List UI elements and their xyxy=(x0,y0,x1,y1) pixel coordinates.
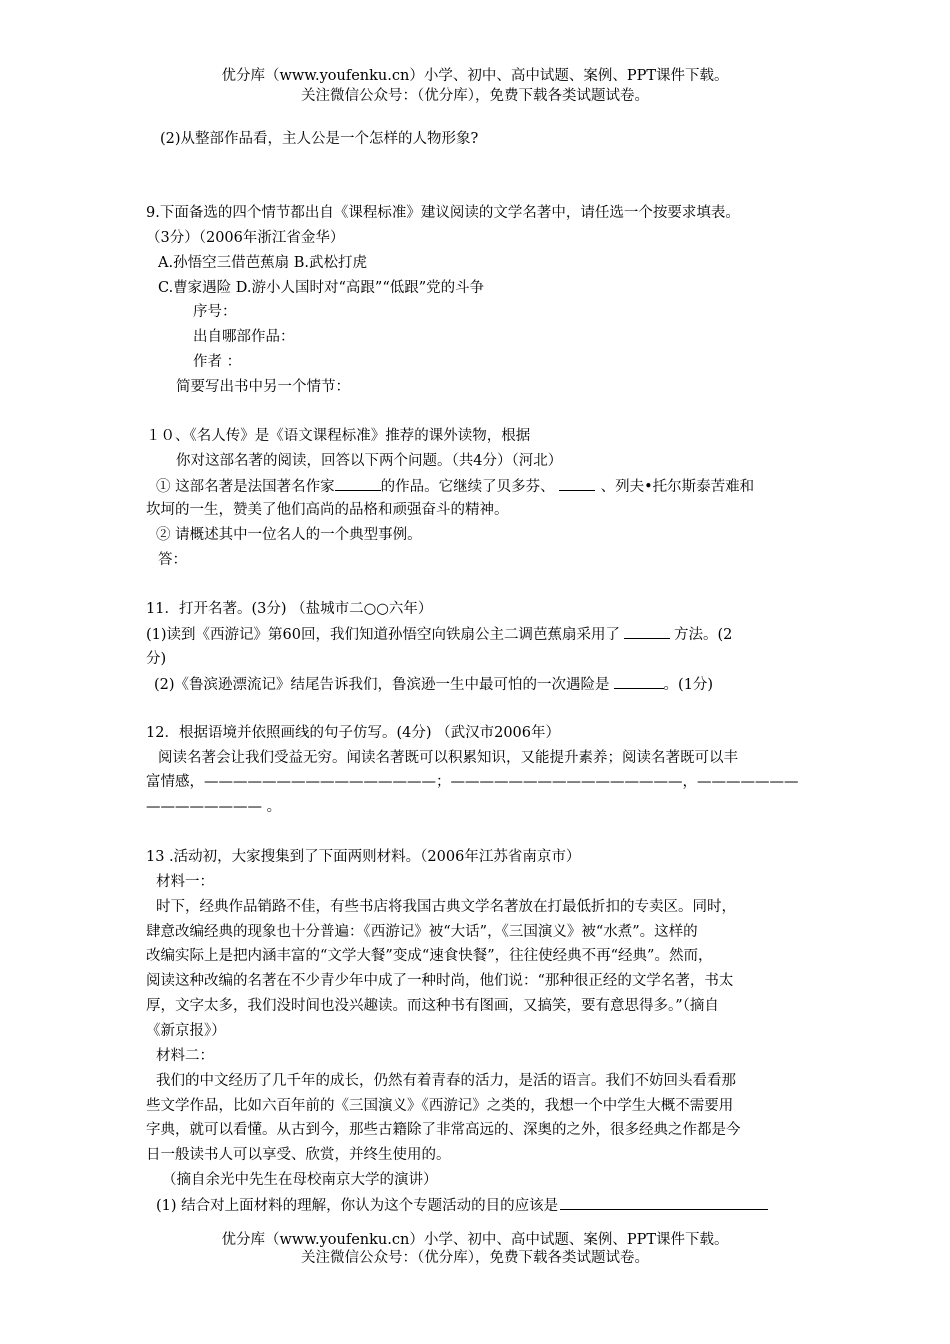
q13-material2-line3: 字典，就可以看懂。从古到今，那些古籍除了非常高远的、深奥的之外，很多经典之作都是今 xyxy=(146,1122,741,1138)
q11-part1-line2: 分) xyxy=(146,651,167,667)
q9-options-cd: C.曹家遇险 D.游小人国时对“高跟”“低跟”党的斗争 xyxy=(158,280,485,296)
q11-stem: 11．打开名著。(3分) （盐城市二○○六年） xyxy=(146,601,433,617)
q11-part2 xyxy=(154,674,713,695)
q10-stem-line2: 你对这部名著的阅读，回答以下两个问题。（共4分）（河北） xyxy=(176,453,563,469)
q10-answer-label: 答： xyxy=(158,552,187,568)
q13-material1-line1: 时下，经典作品销路不佳，有些书店将我国古典文学名著放在打最低折扣的专卖区。同时， xyxy=(156,899,736,915)
q13-material2-source: （摘自余光中先生在母校南京大学的演讲） xyxy=(162,1172,438,1188)
q9-stem-line1: 9.下面备选的四个情节都出自《课程标准》建议阅读的文学名著中，请任选一个按要求填表。 xyxy=(146,205,740,221)
q13-part1-text: (1) 结合对上面材料的理解，你认为这个专题活动的目的应该是 xyxy=(156,1198,559,1214)
q10-stem-line1: １０、《名人传》是《语文课程标准》推荐的课外读物，根据 xyxy=(146,428,531,444)
q10-part2: ② 请概述其中一位名人的一个典型事例。 xyxy=(156,527,422,543)
q10-part1-text-b: 的作品。它继续了贝多芬、 xyxy=(380,479,555,495)
q13-material2-title: 材料二： xyxy=(156,1048,214,1064)
q12-stem: 12．根据语境并依照画线的句子仿写。(4分) （武汉市2006年） xyxy=(146,725,560,741)
q10-part1-text-c: 、列夫•托尔斯泰苦难和 xyxy=(600,479,755,495)
q9-field-number: 序号： xyxy=(193,304,237,320)
q13-part1 xyxy=(156,1195,768,1216)
page-header-line1: 优分库（www.youfenku.cn）小学、初中、高中试题、案例、PPT课件下载。 xyxy=(221,68,729,84)
q11-part2-text-a: (2)《鲁滨逊漂流记》结尾告诉我们，鲁滨逊一生中最可怕的一次遇险是 xyxy=(154,677,610,693)
page-header-line2: 关注微信公众号：（优分库），免费下载各类试题试卷。 xyxy=(301,88,649,104)
q10-blank-name[interactable] xyxy=(559,476,595,491)
q9-field-author: 作者 ： xyxy=(193,354,242,370)
q9-options-ab: A.孙悟空三借芭蕉扇 B.武松打虎 xyxy=(158,255,367,271)
q12-line3: ———————— 。 xyxy=(146,799,282,815)
q13-stem: 13 .活动初，大家搜集到了下面两则材料。（2006年江苏省南京市） xyxy=(146,849,581,865)
q13-material2-line4: 日一般读书人可以享受、欣赏，并终生使用的。 xyxy=(146,1147,451,1163)
q11-blank-method[interactable] xyxy=(624,624,670,639)
q11-part1-text-a: (1)读到《西游记》第60回，我们知道孙悟空向铁扇公主二调芭蕉扇采用了 xyxy=(146,627,620,643)
q13-material1-line3: 改编实际上是把内涵丰富的“文学大餐”变成“速食快餐”，往往使经典不再“经典”。然而， xyxy=(146,948,713,964)
q10-part1-text-a: ① 这部名著是法国著名作家 xyxy=(156,479,335,495)
page-footer-line1: 优分库（www.youfenku.cn）小学、初中、高中试题、案例、PPT课件下载。 xyxy=(221,1232,729,1248)
q13-material2-line1: 我们的中文经历了几千年的成长，仍然有着青春的活力，是活的语言。我们不妨回头看看那 xyxy=(156,1073,736,1089)
q13-material1-line4: 阅读这种改编的名著在不少青少年中成了一种时尚，他们说：“那种很正经的文学名著，书太 xyxy=(146,973,734,989)
q13-material1-line5: 厚，文字太多，我们没时间也没兴趣读。而这种书有图画，又搞笑，要有意思得多。”（摘自 xyxy=(146,998,719,1014)
q11-part2-text-b: 。(1分) xyxy=(663,677,714,693)
q13-material2-line2: 些文学作品，比如六百年前的《三国演义》《西游记》之类的，我想一个中学生大概不需要用 xyxy=(146,1098,734,1114)
q9-field-work: 出自哪部作品： xyxy=(193,329,295,345)
q9-stem-line2: （3分）（2006年浙江省金华） xyxy=(146,230,345,246)
q9-field-plot: 简要写出书中另一个情节： xyxy=(176,379,350,395)
q11-part1-text-b: 方法。(2 xyxy=(674,627,733,643)
page-footer-line2: 关注微信公众号：（优分库），免费下载各类试题试卷。 xyxy=(301,1250,649,1266)
q11-blank-danger[interactable] xyxy=(614,674,664,689)
q12-line1: 阅读名著会让我们受益无穷。闻读名著既可以积累知识，又能提升素养；阅读名著既可以丰 xyxy=(158,750,738,766)
q13-material1-title: 材料一： xyxy=(156,874,214,890)
q12-line2: 富情感，————————————————；————————————————，——————— xyxy=(146,774,799,790)
q10-part1-line2: 坎坷的一生，赞美了他们高尚的品格和顽强奋斗的精神。 xyxy=(146,502,509,518)
q10-blank-author[interactable] xyxy=(335,476,381,491)
q10-part1 xyxy=(156,476,754,497)
q8-part2: (2)从整部作品看，主人公是一个怎样的人物形象? xyxy=(160,131,479,147)
q13-material1-line6: 《新京报》） xyxy=(146,1023,226,1039)
q13-material1-line2: 肆意改编经典的现象也十分普遍：《西游记》被“大话”，《三国演义》被“水煮”。这样的 xyxy=(146,924,698,940)
q11-part1 xyxy=(146,624,732,645)
q13-blank-purpose[interactable] xyxy=(560,1195,768,1210)
